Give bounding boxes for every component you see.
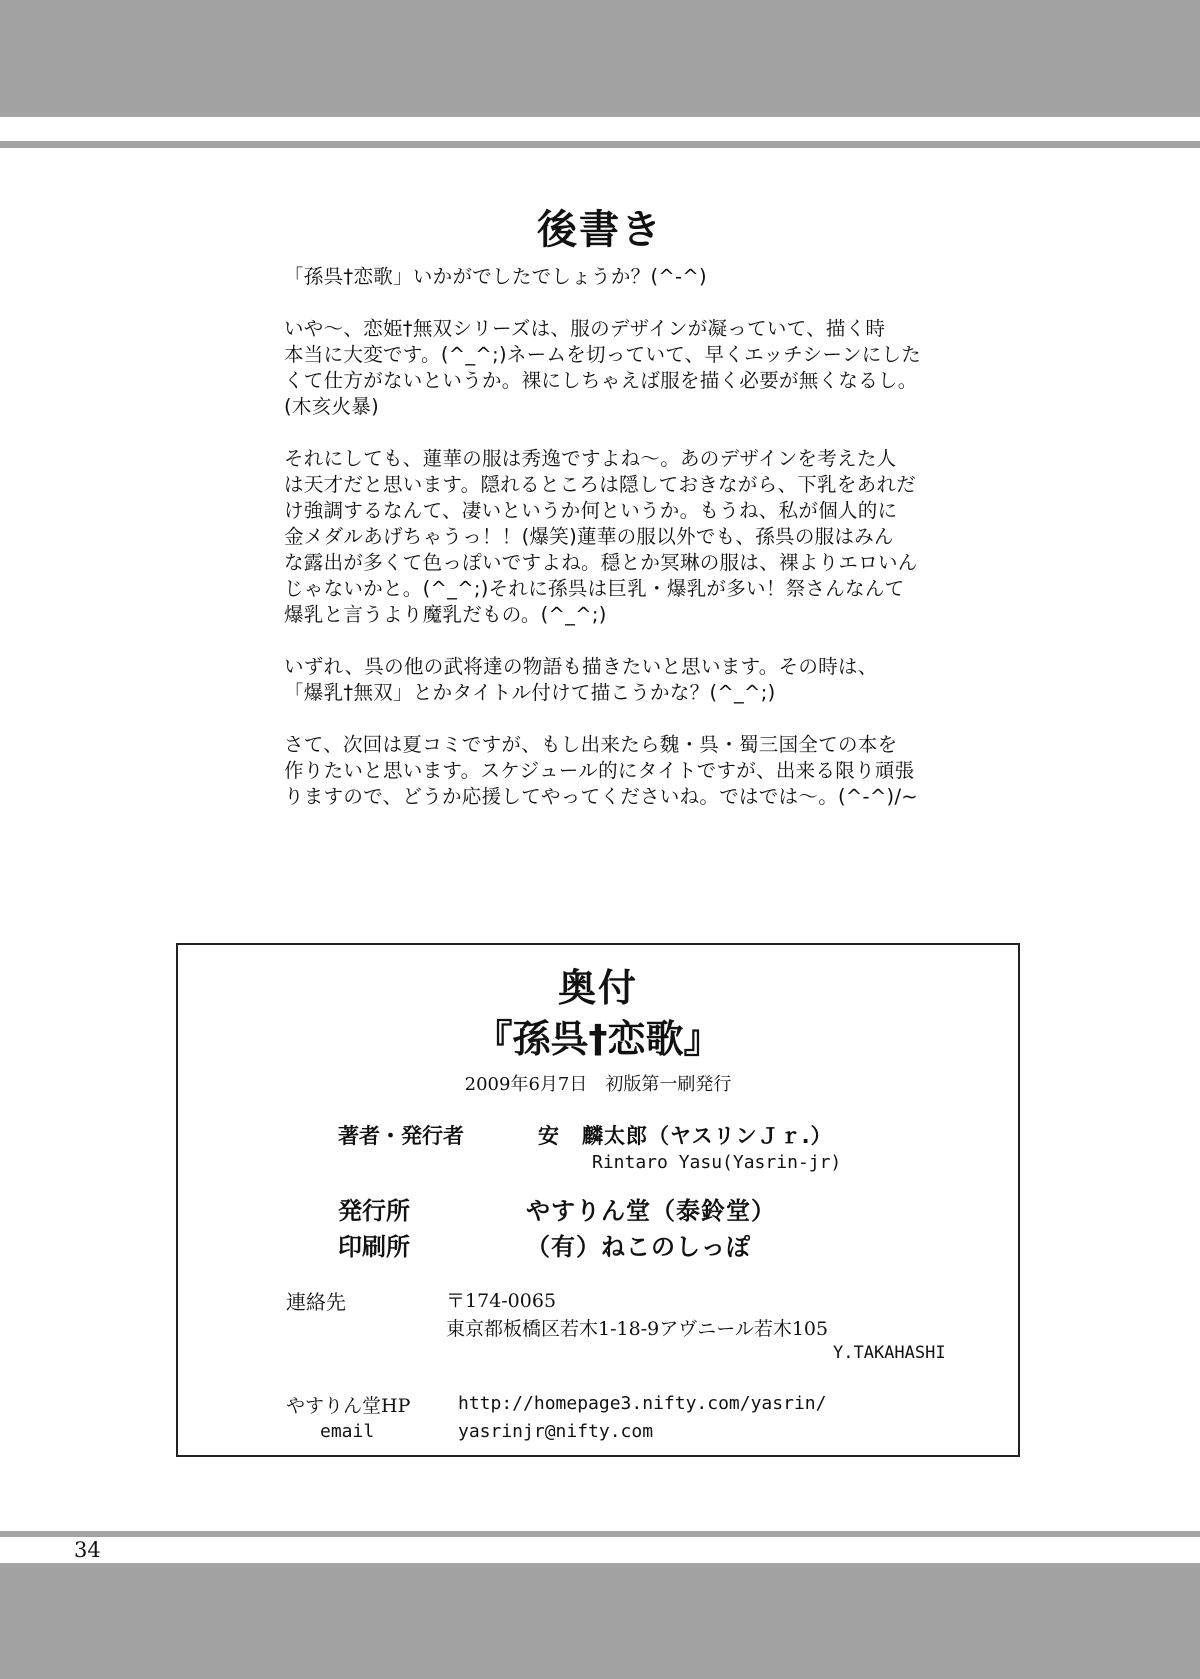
email-label: email	[320, 1421, 375, 1442]
homepage-url: http://homepage3.nifty.com/yasrin/	[458, 1393, 827, 1414]
bottom-gray-band	[0, 1563, 1200, 1679]
bottom-rule	[0, 1531, 1200, 1537]
author-name: 安 麟太郎（ヤスリンＪｒ.）	[538, 1124, 833, 1148]
address: 東京都板橋区若木1-18-9アヴニール若木105	[446, 1318, 829, 1340]
afterword-body	[284, 264, 964, 836]
afterword-paragraph: 「孫呉†恋歌」いかがでしたでしょうか？(^-^)	[284, 265, 707, 288]
author-romaji: Rintaro Yasu(Yasrin-jr)	[592, 1152, 842, 1173]
afterword-paragraph: いや～、恋姫†無双シリーズは、服のデザインが凝っていて、描く時 本当に大変です。(^_^;)ネームを切っていて、早くエッチシーンにした くて仕方がないというか。裸にしちゃえば服を描く必要が無くなるし。 (木亥火暴)	[284, 317, 922, 418]
printer-name: （有）ねこのしっぽ	[526, 1233, 751, 1261]
page-number: 34	[74, 1538, 101, 1562]
publisher-name: やすりん堂（泰鈴堂）	[526, 1197, 776, 1225]
afterword-paragraph: それにしても、蓮華の服は秀逸ですよね～。あのデザインを考えた人 は天才だと思います。隠れるところは隠しておきながら、下乳をあれだ け強調するなんて、凄いというか何というか。もうね、私が個人的に 金メダルあげちゃうっ！！(爆笑)蓮華の服以外でも、孫呉の服はみん な露出が多くて色っぽいですよね。穏とか冥琳の服は、裸よりエロいん じゃないかと。(^_^;)それに孫呉は巨乳・爆乳が多い！祭さんなんて 爆乳と言うより魔乳だもの。(^_^;)	[284, 447, 918, 626]
colophon-title: 奥付	[557, 966, 638, 1010]
author-label: 著者・発行者	[338, 1124, 464, 1148]
publisher-label: 発行所	[338, 1197, 410, 1225]
top-gray-band	[0, 0, 1200, 117]
book-title: 『孫呉†恋歌』	[474, 1017, 722, 1061]
edition-date: 2009年6月7日 初版第一刷発行	[464, 1074, 732, 1095]
afterword-title: 後書き	[537, 207, 663, 253]
top-rule	[0, 141, 1200, 148]
homepage-label: やすりん堂HP	[286, 1395, 411, 1417]
printer-label: 印刷所	[338, 1233, 410, 1261]
email-address: yasrinjr@nifty.com	[458, 1421, 654, 1442]
afterword-paragraph: さて、次回は夏コミですが、もし出来たら魏・呉・蜀三国全ての本を 作りたいと思います。スケジュール的にタイトですが、出来る限り頑張 りますので、どうか応援してやってくださいね。ではでは～。(^-^)/~	[284, 733, 918, 808]
afterword-paragraph: いずれ、呉の他の武将達の物語も描きたいと思います。その時は、 「爆乳†無双」とかタイトル付けて描こうかな？(^_^;)	[284, 655, 878, 704]
contact-label: 連絡先	[286, 1290, 346, 1314]
contact-name: Y.TAKAHASHI	[833, 1343, 946, 1363]
postal-code: 〒174-0065	[446, 1290, 557, 1312]
colophon-box	[176, 943, 1020, 1457]
